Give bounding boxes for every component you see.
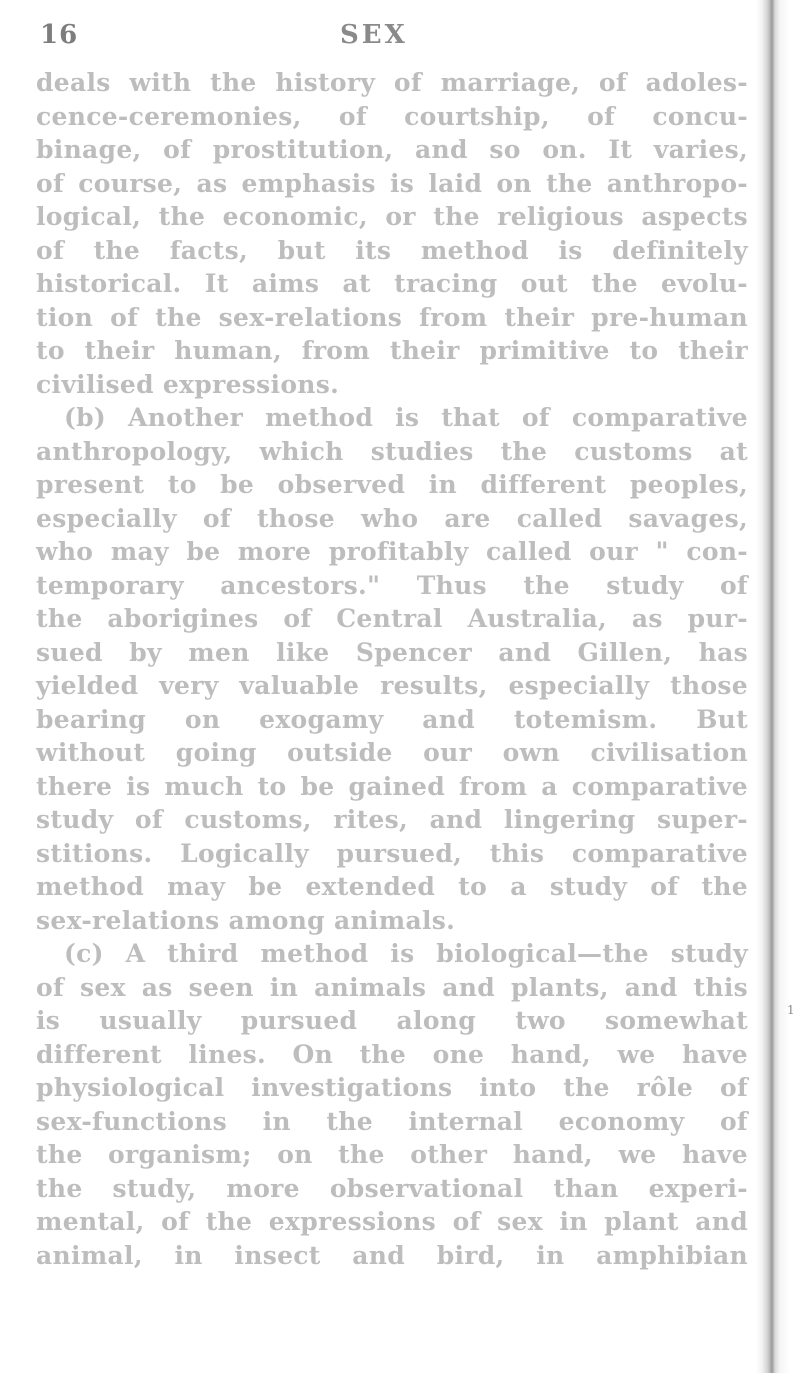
text-line: cence-ceremonies, of courtship, of concu- xyxy=(36,101,748,131)
text-line: mental, of the expressions of sex in plant and xyxy=(36,1207,748,1236)
text-line: civilised expressions. xyxy=(36,369,340,399)
text-line: of sex as seen in animals and plants, and this xyxy=(36,972,748,1002)
text-line: sued by men like Spencer and Gillen, has xyxy=(36,637,748,667)
text-line: deals with the history of marriage, of adoles- xyxy=(36,68,748,97)
text-line: who may be more profitably called our " con- xyxy=(36,537,748,566)
text-line: sex-relations among animals. xyxy=(36,905,456,935)
text-line: especially of those who are called savages, xyxy=(36,503,748,533)
text-line: method may be extended to a study of the xyxy=(36,872,748,901)
text-line: (c) A third method is biological—the study xyxy=(64,939,748,968)
text-line: animal, in insect and bird, in amphibian xyxy=(36,1240,748,1270)
text-line: sex-functions in the internal economy of xyxy=(36,1106,748,1136)
text-line: anthropology, which studies the customs at xyxy=(36,436,748,466)
text-line: to their human, from their primitive to their xyxy=(36,336,748,365)
edge-mark: 1 xyxy=(787,1003,795,1017)
page-number: 16 xyxy=(40,20,79,50)
text-line: temporary ancestors." Thus the study of xyxy=(36,570,748,600)
running-head xyxy=(40,20,760,54)
text-line: the aborigines of Central Australia, as pur- xyxy=(36,604,748,633)
body-text xyxy=(36,66,748,1270)
text-line: yielded very valuable results, especially those xyxy=(36,671,748,700)
text-line: of course, as emphasis is laid on the anthropo- xyxy=(36,168,748,198)
text-line: of the facts, but its method is definitely xyxy=(36,235,748,265)
text-line: present to be observed in different peoples, xyxy=(36,470,748,499)
text-line: without going outside our own civilisation xyxy=(36,738,748,767)
text-line: stitions. Logically pursued, this comparative xyxy=(36,838,748,868)
text-line: the organism; on the other hand, we have xyxy=(36,1140,748,1169)
text-line: binage, of prostitution, and so on. It varies, xyxy=(36,135,748,164)
text-line: is usually pursued along two somewhat xyxy=(36,1006,748,1035)
text-line: tion of the sex-relations from their pre-human xyxy=(36,302,748,332)
text-line: different lines. On the one hand, we have xyxy=(36,1039,748,1069)
text-line: historical. It aims at tracing out the evolu- xyxy=(36,269,748,298)
text-line: physiological investigations into the rôle of xyxy=(36,1073,748,1102)
text-line: bearing on exogamy and totemism. But xyxy=(36,704,748,734)
text-line: there is much to be gained from a comparative xyxy=(36,771,748,801)
running-title: SEX xyxy=(340,20,408,50)
text-line: logical, the economic, or the religious aspects xyxy=(36,202,748,231)
binding-edge-shadow xyxy=(756,0,800,1373)
text-line: (b) Another method is that of comparative xyxy=(64,403,748,432)
text-line: study of customs, rites, and lingering super- xyxy=(36,805,748,834)
text-line: the study, more observational than experi- xyxy=(36,1173,748,1203)
